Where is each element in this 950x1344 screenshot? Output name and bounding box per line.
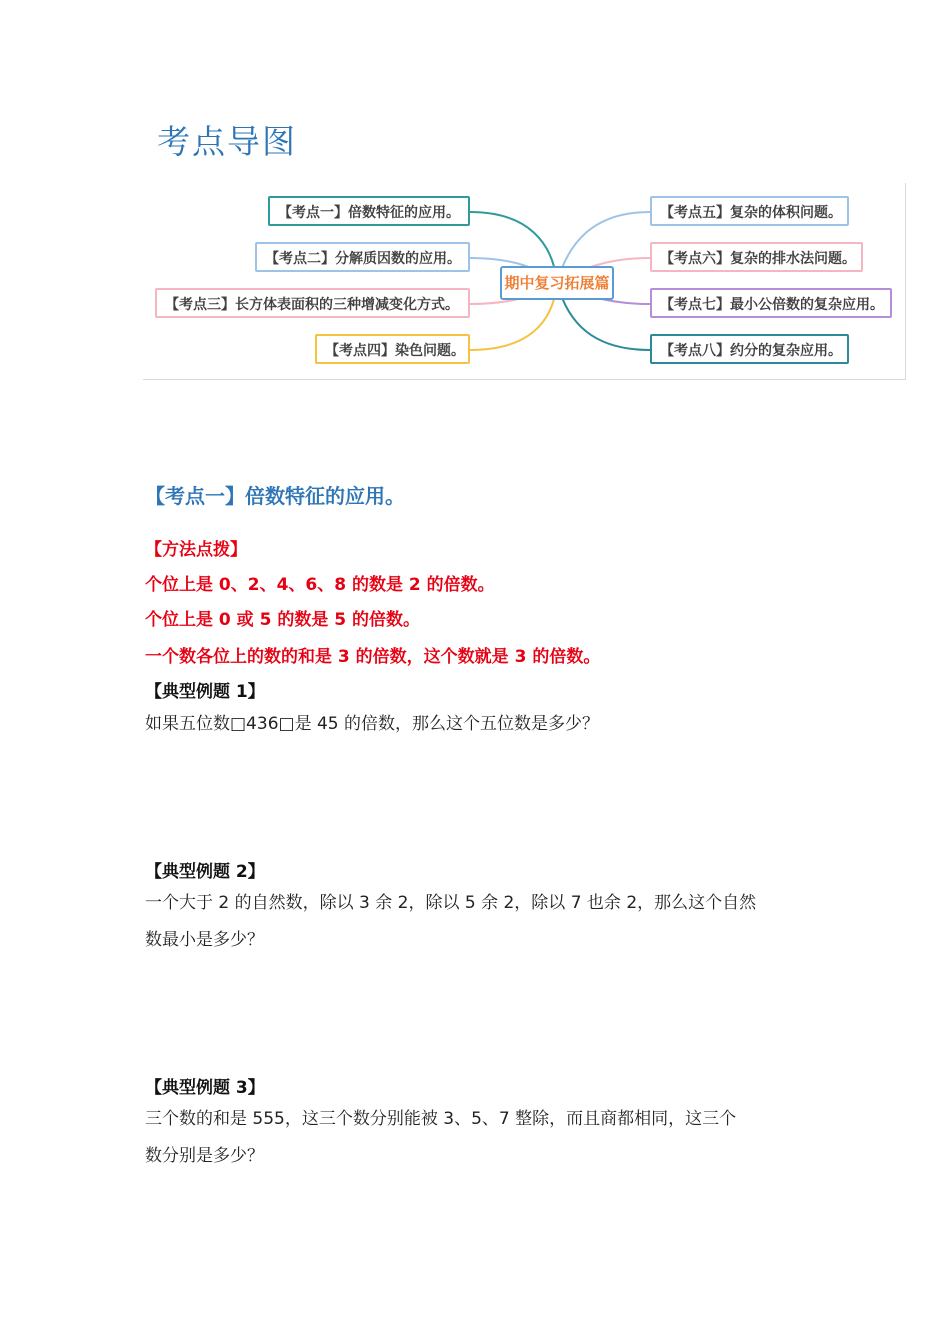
- mind-map: [143, 183, 906, 380]
- example-1-line-1: 如果五位数□436□是 45 的倍数，那么这个五位数是多少？: [145, 714, 600, 734]
- mind-map-node-6: 【考点六】复杂的排水法问题。: [650, 242, 863, 272]
- mind-map-center: 期中复习拓展篇: [500, 266, 614, 300]
- example-1-heading: 【典型例题 1】: [145, 682, 265, 702]
- mind-map-node-4: 【考点四】染色问题。: [315, 334, 470, 364]
- mind-map-node-5: 【考点五】复杂的体积问题。: [650, 196, 849, 226]
- method-heading: 【方法点拨】: [145, 540, 247, 560]
- method-line-3: 一个数各位上的数的和是 3 的倍数，这个数就是 3 的倍数。: [145, 647, 601, 667]
- mind-map-node-3: 【考点三】长方体表面积的三种增减变化方式。: [155, 288, 470, 318]
- doc-title: 考点导图: [157, 122, 297, 161]
- example-3-line-1: 三个数的和是 555，这三个数分别能被 3、5、7 整除，而且商都相同，这三个: [145, 1109, 737, 1129]
- example-2-line-2: 数最小是多少？: [145, 930, 264, 950]
- mind-map-node-2: 【考点二】分解质因数的应用。: [255, 242, 470, 272]
- section-title: 【考点一】倍数特征的应用。: [145, 484, 405, 508]
- mind-map-node-1: 【考点一】倍数特征的应用。: [268, 196, 470, 226]
- method-line-2: 个位上是 0 或 5 的数是 5 的倍数。: [145, 610, 420, 630]
- example-3-line-2: 数分别是多少？: [145, 1146, 264, 1166]
- example-2-heading: 【典型例题 2】: [145, 862, 265, 882]
- example-3-heading: 【典型例题 3】: [145, 1078, 265, 1098]
- method-line-1: 个位上是 0、2、4、6、8 的数是 2 的倍数。: [145, 575, 495, 595]
- mind-map-node-7: 【考点七】最小公倍数的复杂应用。: [650, 288, 892, 318]
- mind-map-node-8: 【考点八】约分的复杂应用。: [650, 334, 849, 364]
- example-2-line-1: 一个大于 2 的自然数，除以 3 余 2，除以 5 余 2，除以 7 也余 2，那么这个自然: [145, 893, 757, 913]
